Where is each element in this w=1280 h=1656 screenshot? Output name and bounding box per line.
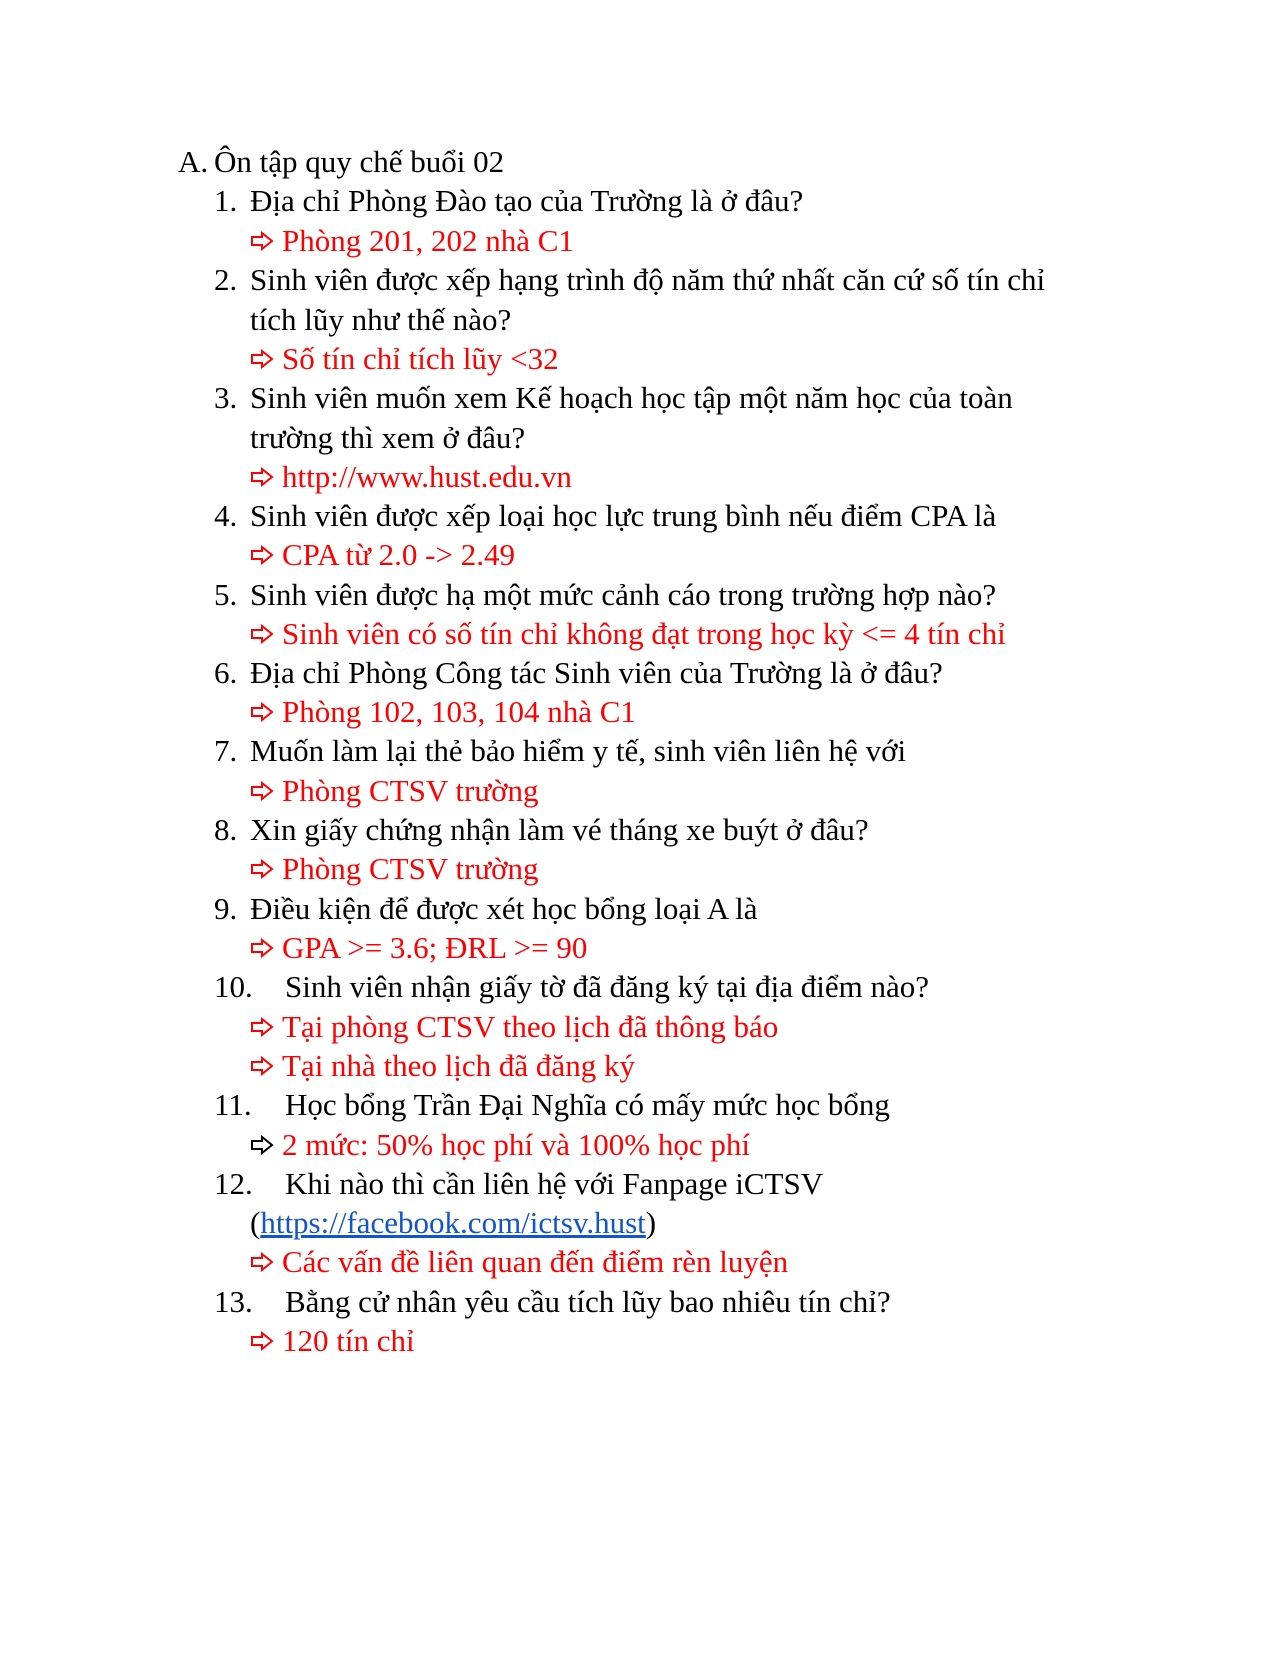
item-number: 1. [214,183,238,218]
item-number: 8. [214,812,238,847]
answer-text: GPA >= 3.6; ĐRL >= 90 [282,930,588,965]
arrow-right-icon [250,938,274,958]
answer-item-10b [250,1046,635,1086]
answer-text: Tại phòng CTSV theo lịch đã thông báo [282,1009,779,1044]
item-number: 13. [214,1284,253,1319]
answer-text: Tại nhà theo lịch đã đăng ký [282,1048,635,1083]
answer-item-8 [250,849,539,889]
question-item-2 [214,260,1046,300]
item-number: 7. [214,733,238,768]
section-title: Ôn tập quy chế buổi 02 [214,144,505,179]
item-number: 6. [214,655,238,690]
answer-item-13 [250,1321,415,1361]
question-text: Sinh viên muốn xem Kế hoạch học tập một năm học của toàn [250,380,1013,415]
section-letter: A. [178,144,209,179]
answer-text: CPA từ 2.0 -> 2.49 [282,537,515,572]
arrow-right-icon [250,231,274,251]
arrow-right-icon [250,702,274,722]
answer-text: Sinh viên có số tín chỉ không đạt trong học kỳ <= 4 tín chỉ [282,616,1006,651]
question-text: Sinh viên được xếp hạng trình độ năm thứ nhất căn cứ số tín chỉ [250,262,1046,297]
link-close-paren: ) [645,1205,657,1240]
answer-item-6 [250,692,636,732]
question-item-4 [214,496,997,536]
question-text: Xin giấy chứng nhận làm vé tháng xe buýt ở đâu? [250,812,869,847]
answer-item-10a [250,1007,778,1047]
answer-text: 2 mức: 50% học phí và 100% học phí [282,1127,750,1162]
question-continuation [250,418,525,458]
question-text: Học bổng Trần Đại Nghĩa có mấy mức học bổng [285,1087,890,1122]
arrow-right-icon [250,1252,274,1272]
arrow-right-icon [250,859,274,879]
question-item-3 [214,378,1013,418]
fanpage-link[interactable]: https://facebook.com/ictsv.hust [260,1205,646,1240]
answer-item-5 [250,614,1006,654]
item-number: 5. [214,577,238,612]
question-item-9 [214,889,758,929]
link-line [250,1203,656,1243]
question-text-line-2: trường thì xem ở đâu? [250,420,526,455]
arrow-right-icon [250,1331,274,1351]
question-item-6 [214,653,943,693]
question-text: Bằng cử nhân yêu cầu tích lũy bao nhiêu tín chỉ? [285,1284,891,1319]
question-item-12 [214,1164,824,1204]
arrow-right-icon [250,624,274,644]
answer-text: Số tín chỉ tích lũy <32 [282,341,559,376]
answer-text: Phòng 102, 103, 104 nhà C1 [282,694,636,729]
arrow-right-icon [250,1017,274,1037]
link-open-paren: ( [250,1205,261,1240]
question-text: Muốn làm lại thẻ bảo hiểm y tế, sinh viên liên hệ với [250,733,907,768]
question-text: Sinh viên được xếp loại học lực trung bình nếu điểm CPA là [250,498,997,533]
question-item-13 [214,1282,891,1322]
item-number: 11. [214,1087,252,1122]
question-item-1 [214,181,804,221]
question-item-10 [214,967,929,1007]
item-number: 3. [214,380,238,415]
question-text: Sinh viên nhận giấy tờ đã đăng ký tại địa điểm nào? [285,969,929,1004]
answer-text: 120 tín chỉ [282,1323,415,1358]
answer-item-7 [250,771,539,811]
question-continuation [250,300,511,340]
question-text-line-2: tích lũy như thế nào? [250,302,512,337]
arrow-right-icon [250,781,274,801]
item-number: 9. [214,891,238,926]
question-text: Khi nào thì cần liên hệ với Fanpage iCTSV [285,1166,824,1201]
answer-text: Các vấn đề liên quan đến điểm rèn luyện [282,1244,789,1279]
question-text: Sinh viên được hạ một mức cảnh cáo trong trường hợp nào? [250,577,997,612]
item-number: 2. [214,262,238,297]
question-text: Điều kiện để được xét học bổng loại A là [250,891,758,926]
answer-text: Phòng CTSV trường [282,773,539,808]
arrow-right-icon [250,1056,274,1076]
answer-item-4 [250,535,515,575]
arrow-right-icon [250,1135,274,1155]
answer-item-1 [250,221,574,261]
question-item-11 [214,1085,890,1125]
arrow-right-icon [250,545,274,565]
answer-item-9 [250,928,587,968]
question-text: Địa chỉ Phòng Đào tạo của Trường là ở đâu? [250,183,804,218]
item-number: 12. [214,1166,253,1201]
answer-item-2 [250,339,559,379]
answer-item-3 [250,457,572,497]
arrow-right-icon [250,349,274,369]
question-item-5 [214,575,997,615]
question-item-7 [214,731,907,771]
answer-text: Phòng CTSV trường [282,851,539,886]
question-text: Địa chỉ Phòng Công tác Sinh viên của Trường là ở đâu? [250,655,943,690]
item-number: 4. [214,498,238,533]
arrow-right-icon [250,467,274,487]
question-item-8 [214,810,869,850]
answer-item-12 [250,1242,788,1282]
answer-text: http://www.hust.edu.vn [282,459,572,494]
answer-item-11 [250,1125,750,1165]
item-number: 10. [214,969,253,1004]
answer-text: Phòng 201, 202 nhà C1 [282,223,574,258]
